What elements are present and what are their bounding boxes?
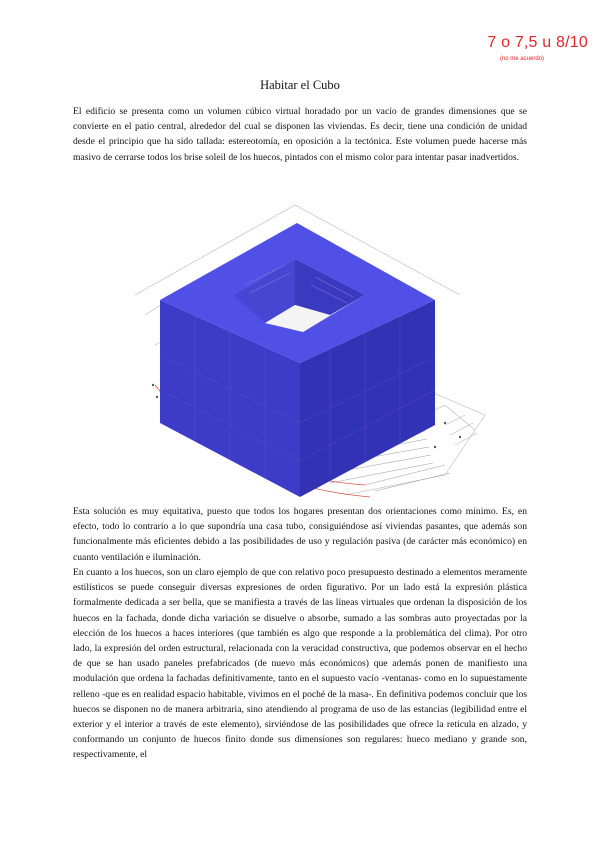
paragraph-huecos: En cuanto a los huecos, son un claro ejemplo de que con relativo poco presupuesto destinado a elementos meramente estilísticos se puede conseguir diversas expresiones de orden figurativo. Por un lado está la expresión plástica formalmente dedicada a ser bella, que se manifiesta a través de las líneas virtuales que ordenan la disposición de los huecos en la fachada, donde dicha variación se disuelve o absorbe, sumado a las sombras auto proyectadas por la elección de los huecos a haces interiores (que también es algo que responde a la problemática del clima). Por otro lado, la expresión del orden estructural, relacionada con la veracidad constructiva, que podemos observar en el hecho de que se han usado paneles prefabricados (de nuevo más económicos) que además ponen de manifiesto una modulación que ordena la fachadas definitivamente, tanto en el supuesto vacío -ventanas- como en lo supuestamente relleno -que es en realidad espacio habitable, vivimos en el poché de la masa-. En definitiva podemos concluir que los huecos se disponen no de manera arbitraria, sino atendiendo al programa de uso de las estancias (legibilidad entre el exterior y el interior a través de este elemento), sirviéndose de las posibilidades que ofrece la retícula en alzado, y conformando un conjunto de huecos finito donde sus dimensiones son regulares: hueco mediano y grande son, respectivamente, el: [73, 567, 527, 761]
paragraph-orientation: Esta solución es muy equitativa, puesto que todos los hogares presentan dos orientaciones como mínimo. Es, en efecto, todo lo contrario a lo que supondría una casa tubo, consiguiéndose así viviendas pasantes, que además son funcionalmente más eficientes debido a las posibilidades de uso y regulación pasiva (de carácter más económico) en cuanto ventilación e iluminación.: [73, 506, 527, 563]
cube-axonometric-figure: [115, 185, 495, 500]
grade-score: 7 o 7,5 u 8/10: [487, 34, 588, 51]
paragraph-intro: El edificio se presenta como un volumen cúbico virtual horadado por un vacío de grandes dimensiones que se convierte en el patio central, alrededor del cual se disponen las viviendas. Es decir, tiene una condición de unidad desde el principio que ha sido tallada: estereotomía, en oposición a la tectónica. Este volumen puede hacerse más masivo de cerrarse todos los brise soleil de los huecos, pintados con el mismo color para intentar pasar inadvertidos.: [73, 106, 527, 163]
page-title: Habitar el Cubo: [260, 78, 340, 92]
cube-drawing: [115, 185, 495, 500]
grade-note: (no me acuerdo): [499, 56, 544, 62]
